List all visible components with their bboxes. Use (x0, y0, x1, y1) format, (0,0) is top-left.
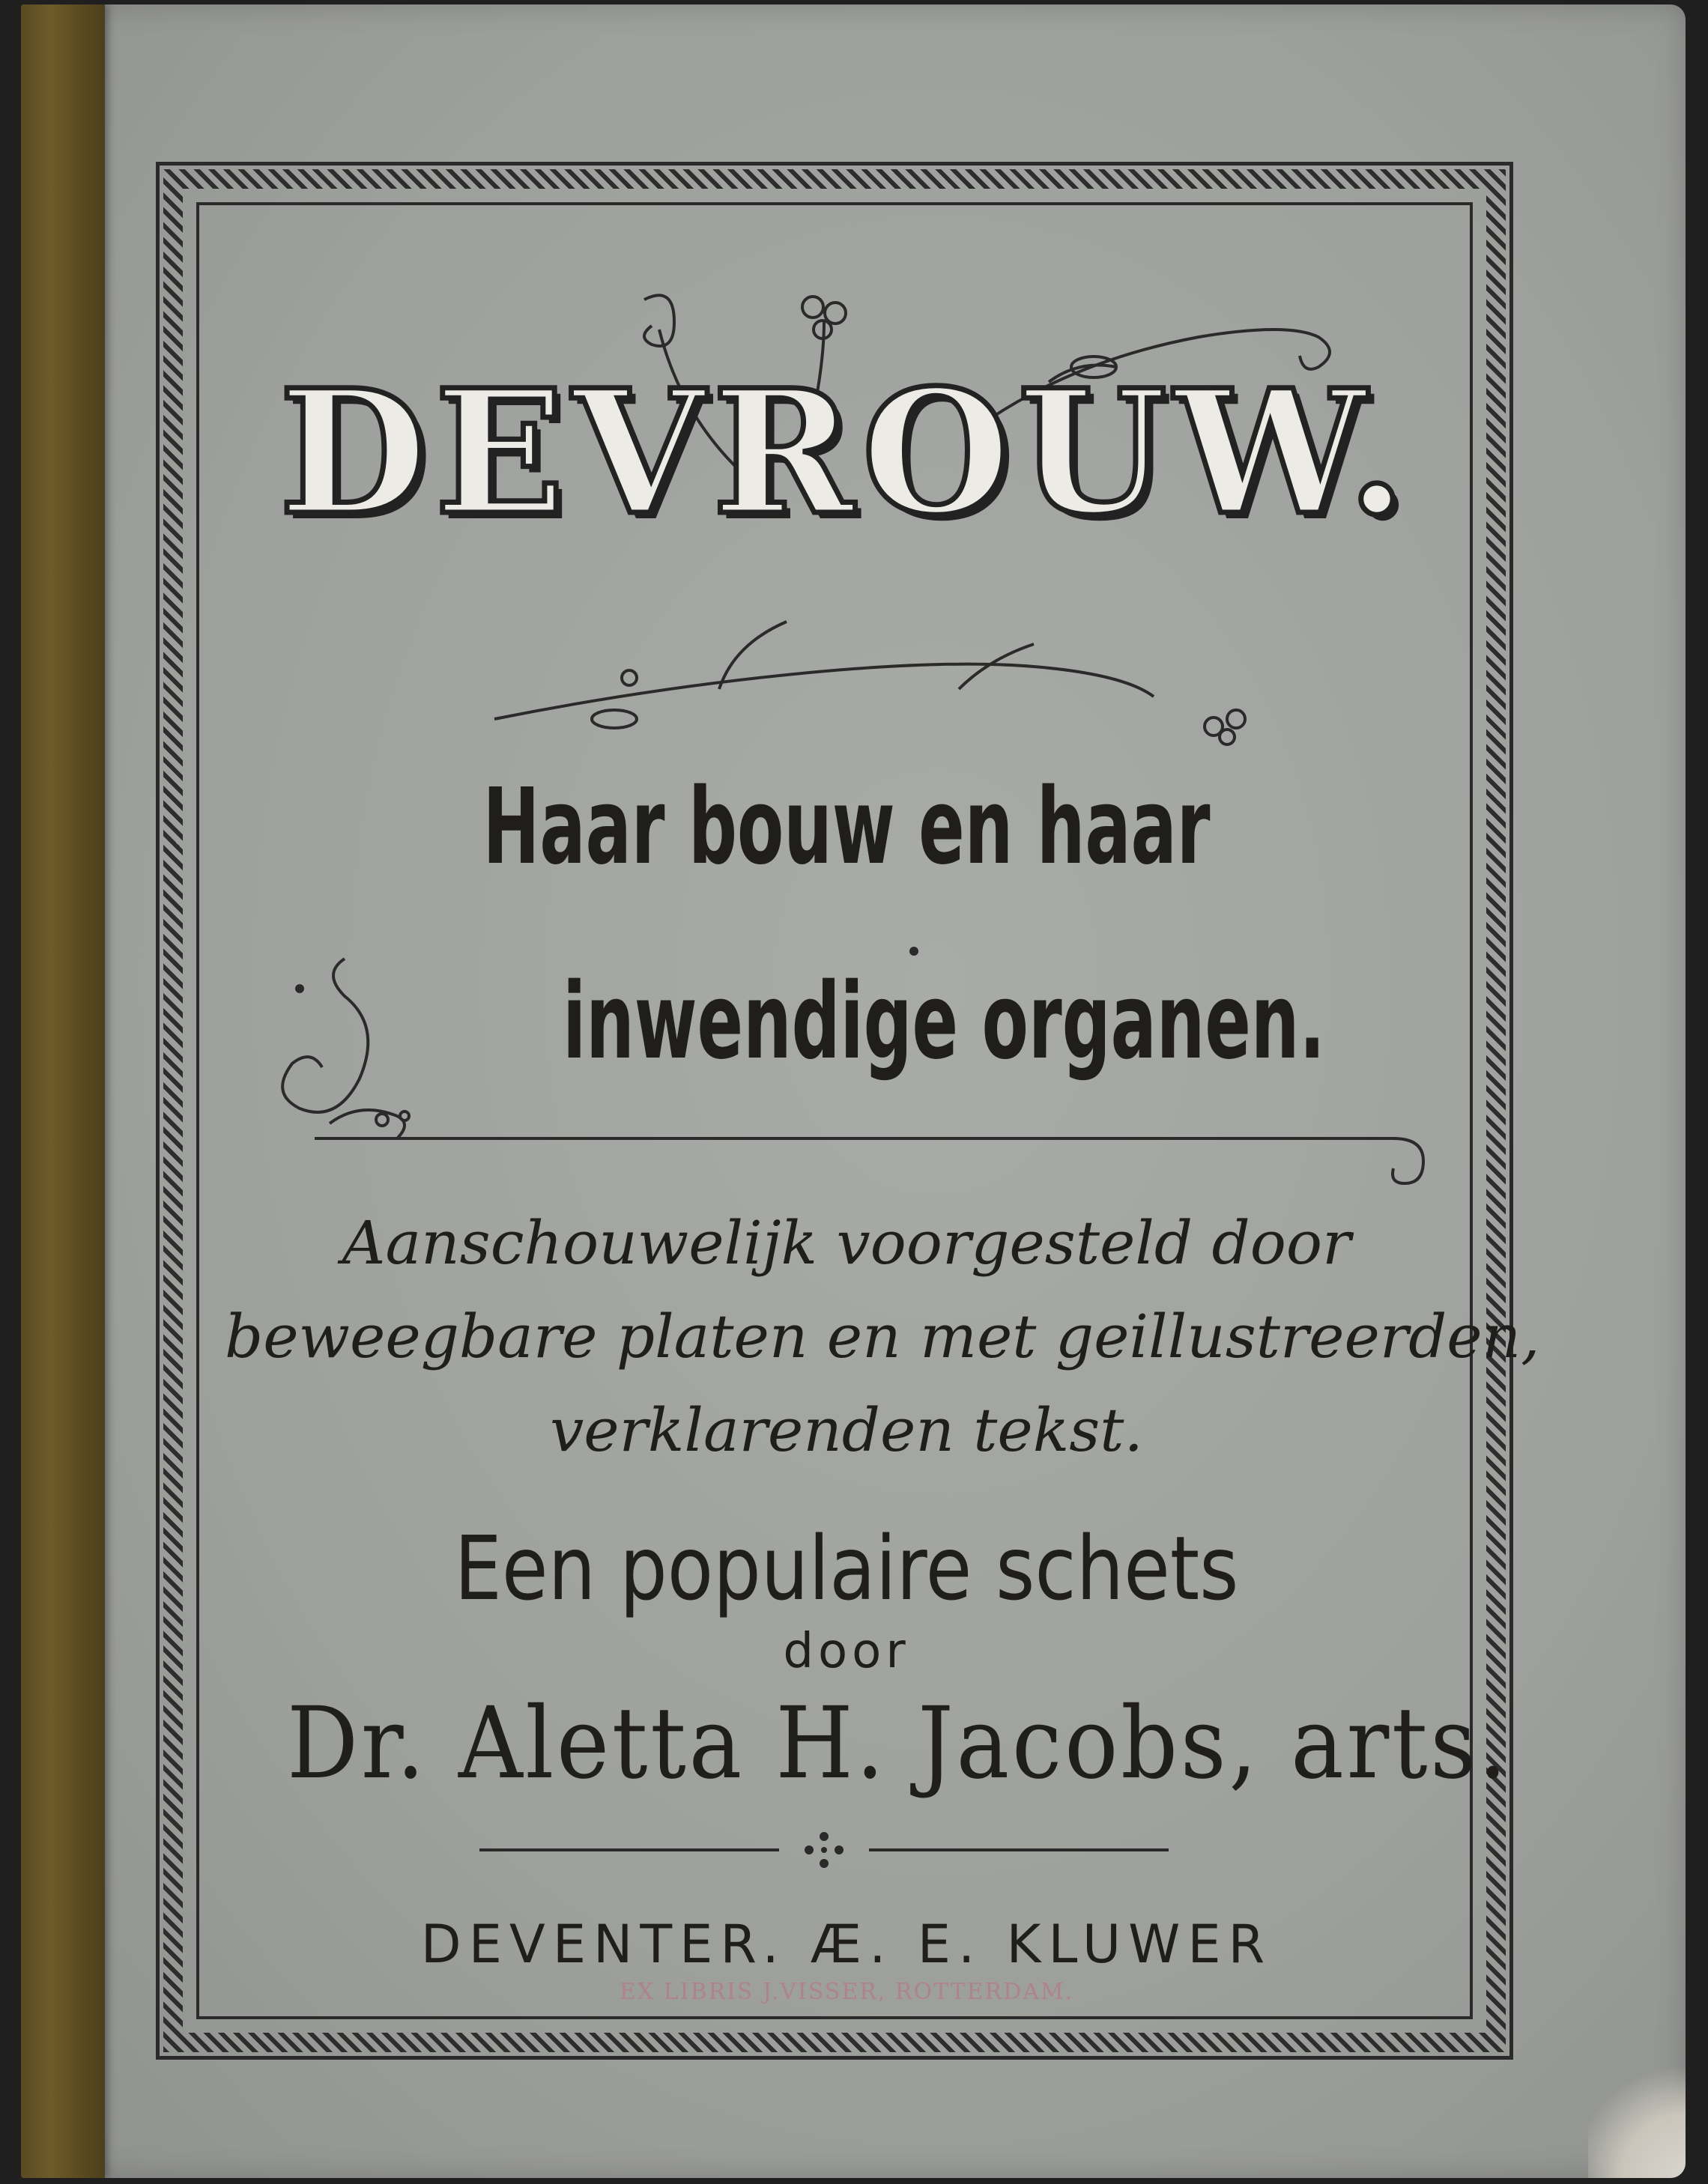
ex-libris-stamp: EX LIBRIS J.VISSER, ROTTERDAM. (619, 1979, 1074, 2005)
description-line-1: Aanschouwelijk voorgesteld door (342, 1208, 1351, 1278)
sketch-line: Een populaire schets (454, 1517, 1239, 1620)
author-line: Dr. Aletta H. Jacobs, arts. (287, 1686, 1510, 1801)
subtitle-line-2: inwendige organen. (563, 961, 1325, 1083)
worn-corner (1588, 2051, 1686, 2178)
cover-title: DEVROUW. (279, 352, 1414, 553)
book-spine (21, 4, 105, 2178)
by-line: door (783, 1624, 910, 1679)
publisher-line: DEVENTER. Æ. E. KLUWER (420, 1914, 1273, 1975)
subtitle-line-1: Haar bouw en haar (482, 766, 1211, 888)
description-line-2: beweegbare platen en met geillustreerden, (225, 1302, 1540, 1371)
description-line-3: verklarenden tekst. (550, 1395, 1143, 1465)
divider-ornament-icon (479, 1827, 1169, 1872)
